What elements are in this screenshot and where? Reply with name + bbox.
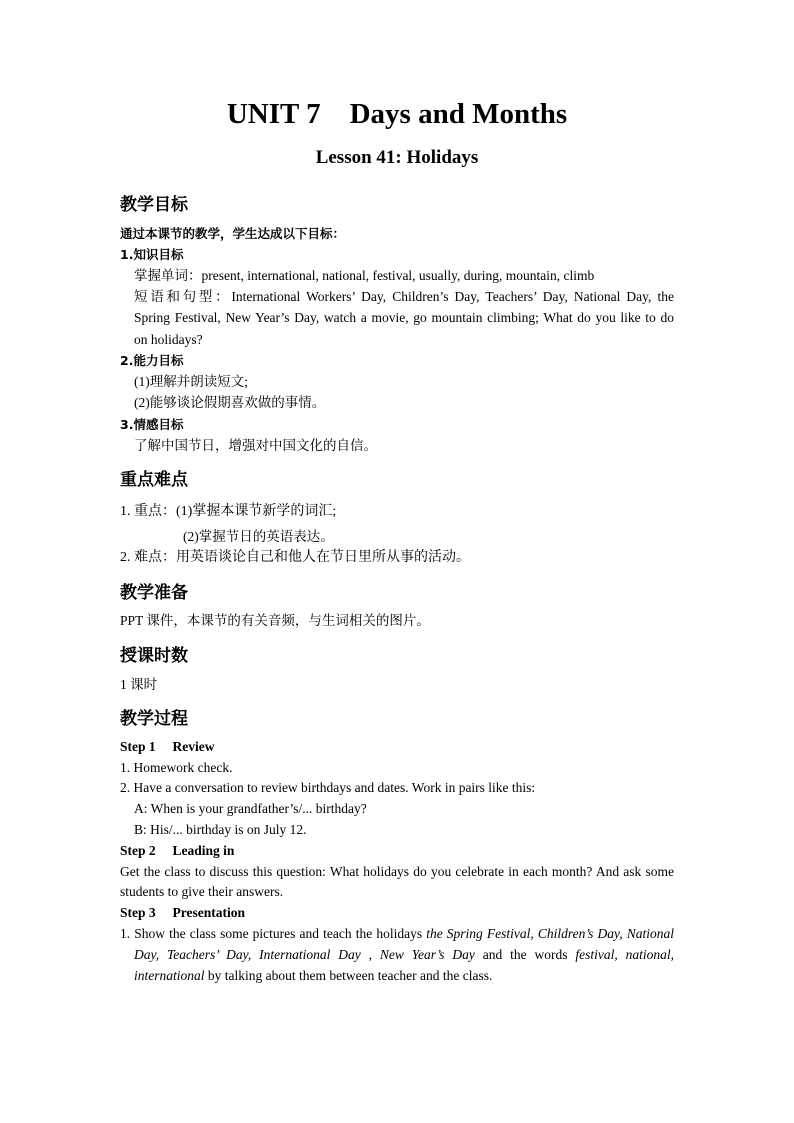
difficulty-label: 2. 难点： — [120, 550, 176, 565]
objectives-intro: 通过本课节的教学，学生达成以下目标： — [120, 226, 346, 241]
step-3-title: Step 3 Presentation — [120, 905, 245, 920]
step-2-line-2: students to give their answers. — [120, 884, 284, 899]
ability-heading: 2.能力目标 — [120, 353, 184, 368]
phrases-label: 短语和句型： — [134, 289, 232, 304]
step-1-line-3: A: When is your grandfather’s/... birthday? — [134, 801, 367, 816]
step-2-title: Step 2 Leading in — [120, 843, 235, 858]
step-1-line-2: 2. Have a conversation to review birthdays and dates. Work in pairs like this: — [120, 780, 536, 795]
phrases-line-2: Spring Festival, New Year’s Day, watch a movie, go mountain climbing; What do you like to do — [134, 310, 674, 325]
vocab-label: 掌握单词： — [134, 268, 202, 283]
step-3-line-1: 1. Show the class some pictures and teach the holidays the Spring Festival, Children’s Day, National — [120, 926, 674, 941]
phrases-line-3: on holidays? — [134, 332, 203, 347]
step-2-line-1: Get the class to discuss this question: What holidays do you celebrate in each month? And ask some — [120, 864, 674, 879]
vocab-line — [134, 265, 594, 286]
knowledge-heading: 1.知识目标 — [120, 247, 184, 262]
section-heading-class-hours: 授课时数 — [120, 646, 188, 666]
step-1-line-4: B: His/... birthday is on July 12. — [134, 822, 307, 837]
section-heading-preparation: 教学准备 — [120, 583, 188, 603]
vocab-words: present, international, national, festival, usually, during, mountain, climb — [201, 268, 595, 283]
step-1-title: Step 1 Review — [120, 739, 215, 754]
focus-label: 1. 重点： — [120, 504, 176, 519]
class-hours-text: 1 课时 — [120, 677, 158, 692]
difficulty-line: 2. 难点：用英语谈论自己和他人在节日里所从事的活动。 — [120, 550, 470, 565]
section-heading-objectives: 教学目标 — [120, 195, 188, 215]
ability-item-2: (2)能够谈论假期喜欢做的事情。 — [134, 395, 326, 410]
ability-item-1: (1)理解并朗读短文; — [134, 374, 248, 389]
section-heading-key-points: 重点难点 — [120, 470, 188, 490]
preparation-text: PPT 课件，本课节的有关音频，与生词相关的图片。 — [120, 613, 430, 628]
emotion-item-1: 了解中国节日，增强对中国文化的自信。 — [134, 438, 377, 453]
step-3-line-3: international by talking about them between teacher and the class. — [134, 968, 493, 983]
phrases-line-1: 短语和句型：International Workers’ Day, Children’s Day, Teachers’ Day, National Day, the — [134, 289, 675, 304]
unit-title: UNIT 7 Days and Months — [226, 98, 568, 130]
focus-line-1: 1. 重点：(1)掌握本课节新学的词汇; — [120, 504, 337, 519]
lesson-title: Lesson 41: Holidays — [315, 147, 479, 168]
focus-line-2: (2)掌握节日的英语表达。 — [183, 529, 334, 544]
step-3-line-2: Day, Teachers’ Day, International Day , New Year’s Day and the words festival, national, — [134, 947, 674, 962]
step-1-line-1: 1. Homework check. — [120, 760, 233, 775]
section-heading-process: 教学过程 — [120, 709, 188, 729]
emotion-heading: 3.情感目标 — [120, 417, 184, 432]
